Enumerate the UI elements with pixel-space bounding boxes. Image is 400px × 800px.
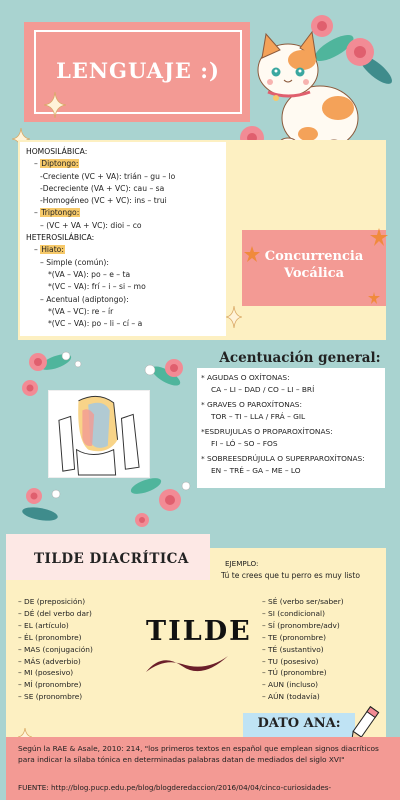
faces-illustration	[48, 390, 150, 478]
list-item: – ÉL (pronombre)	[18, 632, 82, 642]
dato-text: Según la RAE & Asale, 2010: 214, "los primeros textos en español que emplean signos diacríticos para indicar la sílaba tónica en determinadas palabras datan de mediados del siglo XVI"	[18, 744, 379, 764]
example-label: EJEMPLO:	[225, 559, 259, 568]
flower-decoration	[10, 478, 70, 528]
list-item: – AÚN (todavía)	[262, 692, 320, 702]
acentual-example-1: *(VA – VC): re – ír	[48, 306, 114, 316]
list-item: – TE (pronombre)	[262, 632, 326, 642]
sobreesdrujula-example: EN – TRÉ – GA – ME – LO	[211, 465, 301, 475]
flower-decoration	[126, 474, 196, 536]
tilde-title: TILDE DIACRÍTICA	[34, 551, 189, 567]
star-icon	[244, 246, 260, 262]
sparkle-icon	[226, 306, 242, 328]
sparkle-icon	[44, 92, 66, 118]
homogeneo-line: -Homogéneo (VC + VC): ins – trui	[40, 196, 167, 206]
concurrencia-card	[242, 230, 386, 306]
list-item: – SI (condicional)	[262, 608, 325, 618]
tilde-list-right	[262, 596, 344, 703]
agudas-example: CA – LI – DAD / CO – LI – BRÍ	[211, 384, 315, 394]
list-item: – SÍ (pronombre/adv)	[262, 620, 340, 630]
list-item: – SE (pronombre)	[18, 692, 83, 702]
hiato-label: Hiato:	[41, 245, 64, 255]
example-text: Tú te crees que tu perro es muy listo	[221, 571, 360, 580]
dato-title: DATO ANA:	[257, 716, 341, 731]
list-item: – TÉ (sustantivo)	[262, 644, 324, 654]
simple-line: – Simple (común):	[40, 257, 109, 267]
list-item: – DÉ (del verbo dar)	[18, 608, 92, 618]
triptongo-label: Triptongo:	[41, 208, 80, 218]
list-item: – EL (artículo)	[18, 620, 69, 630]
list-item: – TÚ (pronombre)	[262, 668, 327, 678]
list-item: – MAS (conjugación)	[18, 644, 93, 654]
simple-example-2: *(VC – VA): frí – i – si – mo	[48, 282, 146, 292]
graves-heading: * GRAVES O PAROXÍTONAS:	[201, 400, 302, 409]
list-item: – MI (posesivo)	[18, 668, 74, 678]
graves-example: TOR – TI – LLA / FRÁ – GIL	[211, 411, 306, 421]
star-icon	[370, 228, 388, 246]
list-item: – DE (preposición)	[18, 597, 86, 606]
flower-decoration	[138, 346, 194, 396]
acentuacion-box	[197, 368, 385, 488]
creciente-line: -Creciente (VC + VA): trián – gu – lo	[40, 171, 176, 181]
concurrencia-line1: Concurrencia	[264, 249, 364, 264]
list-item: – SÉ (verbo ser/saber)	[262, 597, 344, 606]
list-item: – MÁS (adverbio)	[18, 656, 81, 666]
diptongo-label: Diptongo:	[41, 159, 79, 169]
agudas-heading: * AGUDAS O OXÍTONAS:	[201, 373, 290, 382]
esdrujulas-heading: *ESDRUJULAS O PROPAROXÍTONAS:	[201, 427, 333, 436]
page-title: LENGUAJE :)	[56, 58, 220, 83]
star-icon	[368, 292, 380, 304]
acentual-line: – Acentual (adiptongo):	[40, 294, 129, 304]
esdrujulas-example: FI – LÓ – SO – FOS	[211, 438, 278, 448]
concurrencia-line2: Vocálica	[283, 266, 345, 281]
heterosilabica-heading: HETEROSILÁBICA:	[26, 233, 95, 243]
tilde-swash-icon	[142, 650, 232, 680]
triptongo-line: – (VC + VA + VC): dioi – co	[40, 220, 142, 230]
sobreesdrujula-heading: * SOBREESDRÚJULA O SUPERPAROXÍTONAS:	[201, 454, 365, 463]
tilde-list-left	[18, 596, 93, 703]
list-item: – TU (posesivo)	[262, 656, 319, 666]
dato-source: FUENTE: http://blog.pucp.edu.pe/blog/blogderedaccion/2016/04/04/cinco-curiosidades-	[18, 783, 332, 792]
tilde-big-word: TILDE	[146, 616, 252, 647]
acentuacion-title: Acentuación general:	[219, 350, 381, 366]
list-item: – MÍ (pronombre)	[18, 680, 82, 690]
syllables-box: HOMOSILÁBICA: – Diptongo: -Creciente (VC + VA): trián – gu – lo -Decreciente (VA + VC): cau – sa -Homogéneo (VC + VC): ins – trui – Triptongo: – (VC + VA + VC): dioi – co HETEROSILÁBICA: – Hiato: – Simple (común): *(VA – VA): po – e – ta *(VC – VA): frí – i – si – mo – Acentual (adiptongo): *(VA – VC): re – ír *(VC – VA): po – li – cí – a	[20, 142, 226, 336]
acentual-example-2: *(VC – VA): po – li – cí – a	[48, 319, 143, 329]
list-item: – AUN (incluso)	[262, 680, 319, 690]
homosilabica-heading: HOMOSILÁBICA:	[26, 147, 88, 156]
decreciente-line: -Decreciente (VA + VC): cau – sa	[40, 183, 165, 193]
simple-example-1: *(VA – VA): po – e – ta	[48, 269, 131, 279]
